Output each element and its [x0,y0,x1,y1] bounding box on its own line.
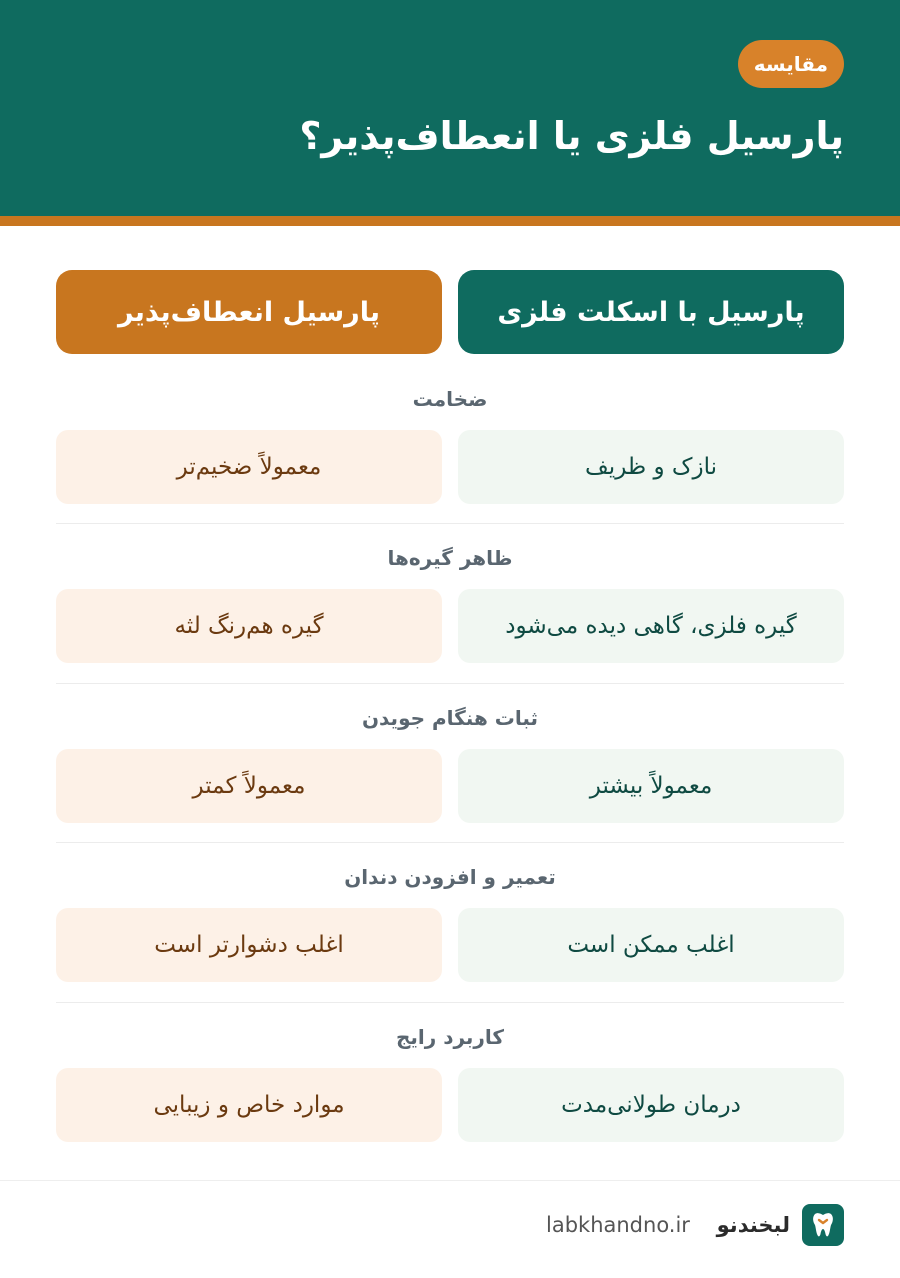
row-divider [56,523,844,524]
row-label-stability: ثبات هنگام جویدن [361,706,539,730]
cell-metal-repair: اغلب ممکن است [458,908,844,982]
cell-flexible-stability: معمولاً کمتر [56,749,442,823]
cell-flexible-repair: اغلب دشوارتر است [56,908,442,982]
cell-flexible-thickness: معمولاً ضخیم‌تر [56,430,442,504]
cell-flexible-usage: موارد خاص و زیبایی [56,1068,442,1142]
row-divider [56,683,844,684]
tooth-icon [810,1211,836,1239]
cell-flexible-clasps: گیره هم‌رنگ لثه [56,589,442,663]
category-badge: مقایسه [738,40,844,88]
header-accent-stripe [0,216,900,226]
cell-metal-usage: درمان طولانی‌مدت [458,1068,844,1142]
cell-metal-thickness: نازک و ظریف [458,430,844,504]
row-divider [56,842,844,843]
row-label-clasps: ظاهر گیره‌ها [387,546,513,570]
page-title: پارسیل فلزی یا انعطاف‌پذیر؟ [299,114,844,158]
row-divider [56,1002,844,1003]
column-header-metal: پارسیل با اسکلت فلزی [458,270,844,354]
brand-logo [802,1204,844,1246]
cell-metal-stability: معمولاً بیشتر [458,749,844,823]
website-url[interactable]: labkhandno.ir [546,1213,690,1237]
row-label-repair: تعمیر و افزودن دندان [344,865,556,889]
column-header-flexible: پارسیل انعطاف‌پذیر [56,270,442,354]
row-label-usage: کاربرد رایج [395,1025,505,1049]
header [0,0,900,216]
brand-name: لبخندنو [716,1213,790,1237]
footer-divider [0,1180,900,1181]
cell-metal-clasps: گیره فلزی، گاهی دیده می‌شود [458,589,844,663]
row-label-thickness: ضخامت [412,387,488,411]
